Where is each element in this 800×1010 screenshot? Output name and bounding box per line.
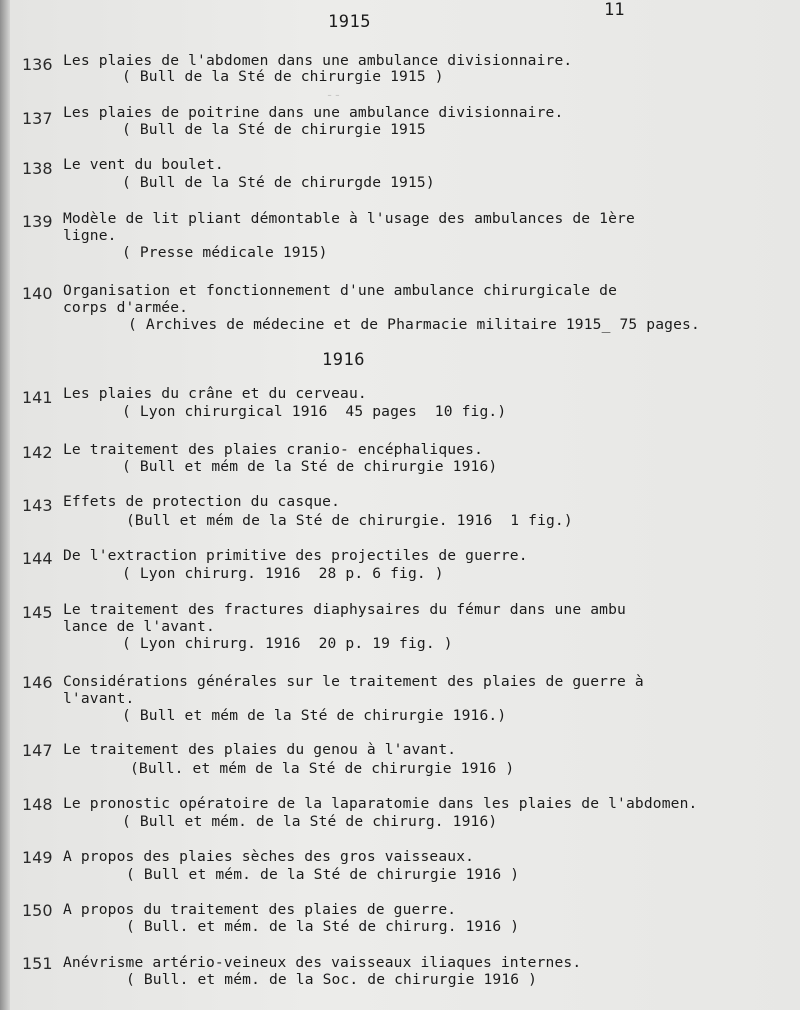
year-heading-1916: 1916 [322, 350, 365, 370]
entry-title: Effets de protection du casque. [63, 493, 341, 510]
entry-number: 147 [22, 741, 53, 760]
entry-title: Le traitement des fractures diaphysaires du fémur dans une ambu [63, 601, 626, 618]
entry-title-continued: ligne. [63, 227, 117, 244]
entry-number: 144 [22, 549, 53, 568]
entry-title: Considérations générales sur le traitement des plaies de guerre à [63, 673, 644, 690]
entry-number: 148 [22, 795, 53, 814]
entry-number: 151 [22, 954, 53, 973]
entry-reference: ( Bull et mém. de la Sté de chirurgie 1916 ) [126, 866, 520, 883]
entry-number: 146 [22, 673, 53, 692]
page-number: 11 [604, 0, 625, 20]
entry-reference: ( Presse médicale 1915) [122, 244, 328, 261]
entry-reference: ( Bull de la Sté de chirurgie 1915 ) [122, 68, 444, 85]
entry-number: 143 [22, 496, 53, 515]
entry-reference: ( Archives de médecine et de Pharmacie militaire 1915_ 75 pages. [128, 316, 700, 333]
entry-reference: ( Bull et mém de la Sté de chirurgie 1916.) [122, 707, 507, 724]
page-edge-shadow [0, 0, 10, 1010]
entry-reference: ( Bull. et mém. de la Sté de chirurg. 1916 ) [126, 918, 520, 935]
entry-number: 142 [22, 443, 53, 462]
entry-title: A propos du traitement des plaies de guerre. [63, 901, 457, 918]
bleed-through-text: -- [130, 88, 342, 103]
entry-number: 150 [22, 901, 53, 920]
year-heading-1915: 1915 [328, 12, 371, 32]
entry-number: 136 [22, 55, 53, 74]
entry-title-continued: l'avant. [63, 690, 135, 707]
entry-number: 149 [22, 848, 53, 867]
entry-reference: ( Lyon chirurgical 1916 45 pages 10 fig.) [122, 403, 507, 420]
entry-title: Le traitement des plaies du genou à l'avant. [63, 741, 457, 758]
entry-reference: ( Lyon chirurg. 1916 20 p. 19 fig. ) [122, 635, 453, 652]
entry-title: Les plaies de l'abdomen dans une ambulance divisionnaire. [63, 52, 573, 69]
entry-reference: (Bull et mém de la Sté de chirurgie. 1916 1 fig.) [126, 512, 573, 529]
entry-title: Les plaies du crâne et du cerveau. [63, 385, 367, 402]
entry-reference: ( Bull et mém. de la Sté de chirurg. 1916) [122, 813, 498, 830]
entry-title: De l'extraction primitive des projectiles de guerre. [63, 547, 528, 564]
entry-title: Organisation et fonctionnement d'une ambulance chirurgicale de [63, 282, 618, 299]
entry-title: Le traitement des plaies cranio- encéphaliques. [63, 441, 484, 458]
entry-title-continued: corps d'armée. [63, 299, 189, 316]
entry-reference: ( Bull de la Sté de chirurgie 1915 [122, 121, 426, 138]
entry-number: 145 [22, 603, 53, 622]
entry-title: Le pronostic opératoire de la laparatomie dans les plaies de l'abdomen. [63, 795, 698, 812]
entry-reference: ( Lyon chirurg. 1916 28 p. 6 fig. ) [122, 565, 444, 582]
entry-reference: ( Bull et mém de la Sté de chirurgie 1916) [122, 458, 498, 475]
entry-number: 140 [22, 284, 53, 303]
entry-number: 139 [22, 212, 53, 231]
entry-title-continued: lance de l'avant. [63, 618, 215, 635]
entry-reference: (Bull. et mém de la Sté de chirurgie 1916 ) [130, 760, 515, 777]
entry-number: 141 [22, 388, 53, 407]
entry-reference: ( Bull. et mém. de la Soc. de chirurgie 1916 ) [126, 971, 538, 988]
entry-number: 137 [22, 109, 53, 128]
entry-title: Les plaies de poitrine dans une ambulance divisionnaire. [63, 104, 564, 121]
entry-title: Le vent du boulet. [63, 156, 224, 173]
entry-reference: ( Bull de la Sté de chirurgde 1915) [122, 174, 435, 191]
entry-number: 138 [22, 159, 53, 178]
entry-title: Modèle de lit pliant démontable à l'usage des ambulances de 1ère [63, 210, 635, 227]
entry-title: A propos des plaies sèches des gros vaisseaux. [63, 848, 475, 865]
entry-title: Anévrisme artério-veineux des vaisseaux iliaques internes. [63, 954, 582, 971]
